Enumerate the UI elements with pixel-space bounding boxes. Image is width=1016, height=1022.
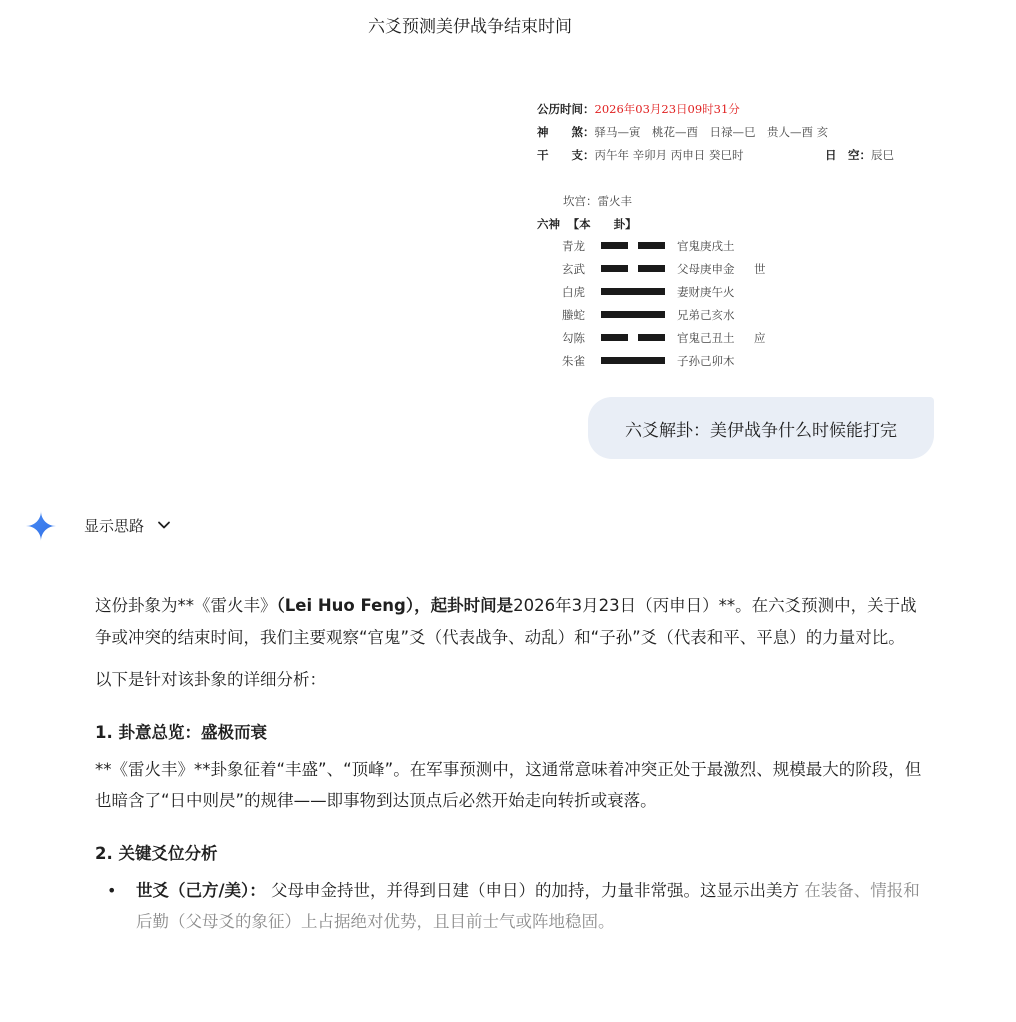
chart-kong-value: 辰巳 [871,148,894,162]
bullet-text: 父母申金持世，并得到日建（申日）的加持，力量非常强。这显示出美方 [265,880,800,900]
chart-ganzhi-label: 干 支： [537,148,595,162]
analysis-list [95,875,925,938]
response-lead: 以下是针对该卦象的详细分析： [95,670,326,689]
yin-line-icon [601,265,665,272]
gua-desc: 妻财庚午火 [677,285,735,299]
response-intro [95,590,925,653]
user-message-text: 六爻解卦：美伊战争什么时候能打完 [625,420,897,441]
chart-gong-label: 坎宫： [563,194,598,208]
chart-time-row [537,101,740,117]
yin-line-icon [601,334,665,341]
yang-line-icon [601,357,665,364]
chart-time-value: 2026年03月23日09时31分 [594,102,740,116]
chart-ganzhi-row [537,147,743,163]
chart-shensha-label: 神 煞： [537,125,595,139]
chart-header-left: 六神 [537,217,560,231]
chart-kong-row [825,147,894,163]
show-thinking-toggle[interactable] [84,514,172,536]
chart-ganzhi-value: 丙午年 辛卯月 丙申日 癸巳时 [594,148,744,162]
intro-text-bold: （Lei Huo Feng），起卦时间是 [276,596,514,615]
intro-text-b: 2026年3月23日（丙申日）**。在六爻预测中，关于战争或冲突的结束时间，我们主要观察“官鬼”爻（代表战争、动乱）和“子孙”爻（代表和平、平息）的力量对比。 [95,596,917,647]
gemini-spark-icon [26,511,56,541]
page-title: 六爻预测美伊战争结束时间 [368,17,572,37]
yin-line-icon [601,242,665,249]
gua-spirit: 朱雀 [562,354,585,368]
chevron-down-icon [156,517,172,533]
section1-heading: 1. 卦意总览：盛极而衰 [95,722,267,742]
chart-header-row [537,216,637,232]
gua-spirit: 白虎 [562,285,585,299]
bullet-label: 世爻（己方/美）： [136,880,266,900]
chart-header-right: 【本 卦】 [567,217,637,231]
chart-shensha-row [537,124,828,140]
section2-heading: 2. 关键爻位分析 [95,843,218,863]
chart-gong-row [563,193,632,209]
bullet-text-faded: 在装备、情报和后勤（父母爻的象征）上占据绝对优势，且目前士气或阵地稳固。 [136,880,920,931]
divination-chart-image [527,96,935,380]
gua-desc: 官鬼己丑土 [677,331,735,345]
gua-desc: 父母庚申金 [677,262,735,276]
chart-kong-label: 日 空： [825,148,871,162]
gua-spirit: 青龙 [562,239,585,253]
section1-body: **《雷火丰》**卦象征着“丰盛”、“顶峰”。在军事预测中，这通常意味着冲突正处于最激烈、规模最大的阶段，但也暗含了“日中则昃”的规律——即事物到达顶点后必然开始走向转折或衰落。 [95,759,922,810]
yang-line-icon [601,288,665,295]
gua-spirit: 玄武 [562,262,585,276]
user-message-bubble [588,397,934,459]
chart-time-label: 公历时间： [537,102,595,116]
gua-desc: 兄弟己亥水 [677,308,735,322]
list-item [95,875,925,938]
intro-text-a: 这份卦象为**《雷火丰》 [95,596,277,615]
gua-spirit: 勾陈 [562,331,585,345]
gua-spirit: 螣蛇 [562,308,585,322]
show-thinking-label: 显示思路 [84,516,145,535]
chart-shensha-value: 驿马—寅 桃花—酉 日禄—巳 贵人—酉 亥 [594,125,829,139]
shi-marker: 世 [754,262,766,276]
ying-marker: 应 [754,331,766,345]
yang-line-icon [601,311,665,318]
model-response [95,590,925,938]
gua-desc: 子孙己卯木 [677,354,735,368]
chart-gong-value: 雷火丰 [597,194,632,208]
gua-desc: 官鬼庚戌土 [677,239,735,253]
